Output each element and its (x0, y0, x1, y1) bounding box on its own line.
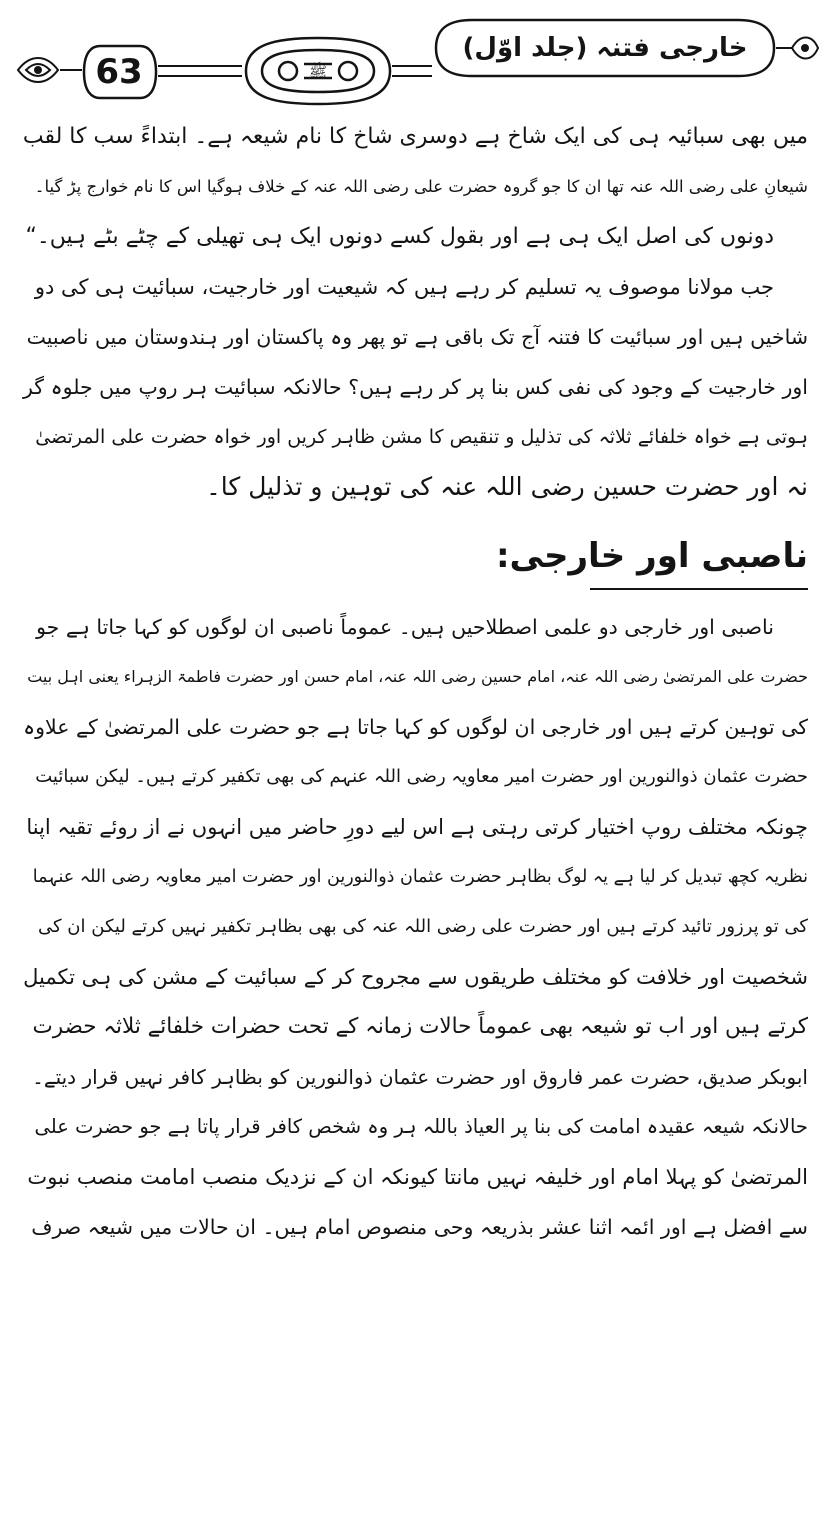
text-line: ہوتی ہے خواہ خلفائے ثلاثہ کی تذلیل و تنقیص کا مشن ظاہر کریں اور خواہ حضرت علی المرتضیٰ (35, 426, 808, 448)
text-line: دونوں کی اصل ایک ہی ہے اور بقول کسے دونوں ایک ہی تھیلی کے چٹے بٹے ہیں۔“ (25, 224, 774, 249)
page-body (20, 112, 808, 1528)
page-header (0, 0, 825, 108)
text-line: کی توہین کرتے ہیں اور خارجی ان لوگوں کو کہا جاتا ہے جو حضرت علی المرتضیٰ کے علاوہ (23, 715, 808, 739)
section-heading: ناصبی اور خارجی: (495, 536, 808, 576)
text-line: شخصیت اور خلافت کو مختلف طریقوں سے مجروح کر کے سبائیت کے مشن کی ہی تکمیل (23, 965, 808, 989)
right-fleur-ornament (776, 38, 818, 59)
text-line: نظریہ کچھ تبدیل کر لیا ہے یہ لوگ بظاہر حضرت عثمان ذوالنورین اور حضرت امیر معاویہ رضی اللہ عنہما (32, 867, 808, 887)
text-line: حضرت عثمان ذوالنورین اور حضرت امیر معاویہ رضی اللہ عنہم کی بھی تکفیر کرتے ہیں۔ لیکن سبائیت (35, 766, 808, 787)
page-number: 63 (95, 52, 143, 92)
left-fleur-ornament (18, 58, 82, 82)
text-line: ابوبکر صدیق، حضرت عمر فاروق اور حضرت عثمان ذوالنورین کو بظاہر کافر نہیں قرار دیتے۔ (32, 1065, 808, 1089)
text-line: شاخیں ہیں اور سبائیت کا فتنہ آج تک باقی ہے تو پھر وہ پاکستان اور ہندوستان میں ناصبیت (26, 325, 808, 349)
spacer (20, 594, 808, 602)
section-heading-block (20, 512, 808, 594)
text-line: سے افضل ہے اور ائمہ اثنا عشر بذریعہ وحی منصوص امام ہیں۔ ان حالات میں شیعہ صرف (31, 1215, 808, 1239)
text-line: شیعانِ علی رضی اللہ عنہ تھا ان کا جو گروہ حضرت علی رضی اللہ عنہ کے خلاف ہوگیا اس کا نام خوارج پڑ گیا۔ (34, 177, 808, 196)
text-line: حضرت علی المرتضیٰ رضی اللہ عنہ، امام حسین رضی اللہ عنہ، امام حسن اور حضرت فاطمۃ الزہراء یعنی اہل بیت (27, 667, 808, 686)
text-line: کرتے ہیں اور اب تو شیعہ بھی عموماً حالات زمانہ کے تحت حضرات خلفائے ثلاثہ حضرت (32, 1014, 808, 1039)
ornament-glyph: ﷺ (308, 63, 328, 81)
heading-underline (590, 588, 808, 590)
text-line: نہ اور حضرت حسین رضی اللہ عنہ کی توہین و تذلیل کا۔ (206, 472, 808, 501)
text-line: اور خارجیت کے وجود کی نفی کس بنا پر کر رہے ہیں؟ حالانکہ سبائیت ہر روپ میں جلوہ گر (23, 375, 808, 399)
text-line: کی تو پرزور تائید کرتے ہیں اور حضرت علی رضی اللہ عنہ کی بھی بظاہر تکفیر نہیں کرتے لیکن ان کی (38, 916, 808, 937)
text-line: المرتضیٰ کو پہلا امام اور خلیفہ نہیں مانتا کیونکہ ان کے نزدیک منصب امامت منصب نبوت (27, 1165, 808, 1189)
text-line: میں بھی سبائیہ ہی کی ایک شاخ ہے دوسری شاخ کا نام شیعہ ہے۔ ابتداءً سب کا لقب (22, 124, 808, 149)
text-line: حالانکہ شیعہ عقیدہ امامت کی بنا پر العیاذ باللہ ہر وہ شخص کافر قرار پاتا ہے جو حضرت علی (34, 1115, 808, 1138)
text-line: ناصبی اور خارجی دو علمی اصطلاحیں ہیں۔ عموماً ناصبی ان لوگوں کو کہا جاتا ہے جو (36, 615, 774, 639)
running-title: خارجی فتنہ (جلد اوّل) (462, 33, 748, 63)
text-line: چونکہ مختلف روپ اختیار کرتی رہتی ہے اس لیے دورِ حاضر میں انہوں نے از روئے تقیہ اپنا (26, 815, 808, 839)
text-line: جب مولانا موصوف یہ تسلیم کر رہے ہیں کہ شیعیت اور خارجیت، سبائیت ہی کی دو (34, 275, 774, 299)
